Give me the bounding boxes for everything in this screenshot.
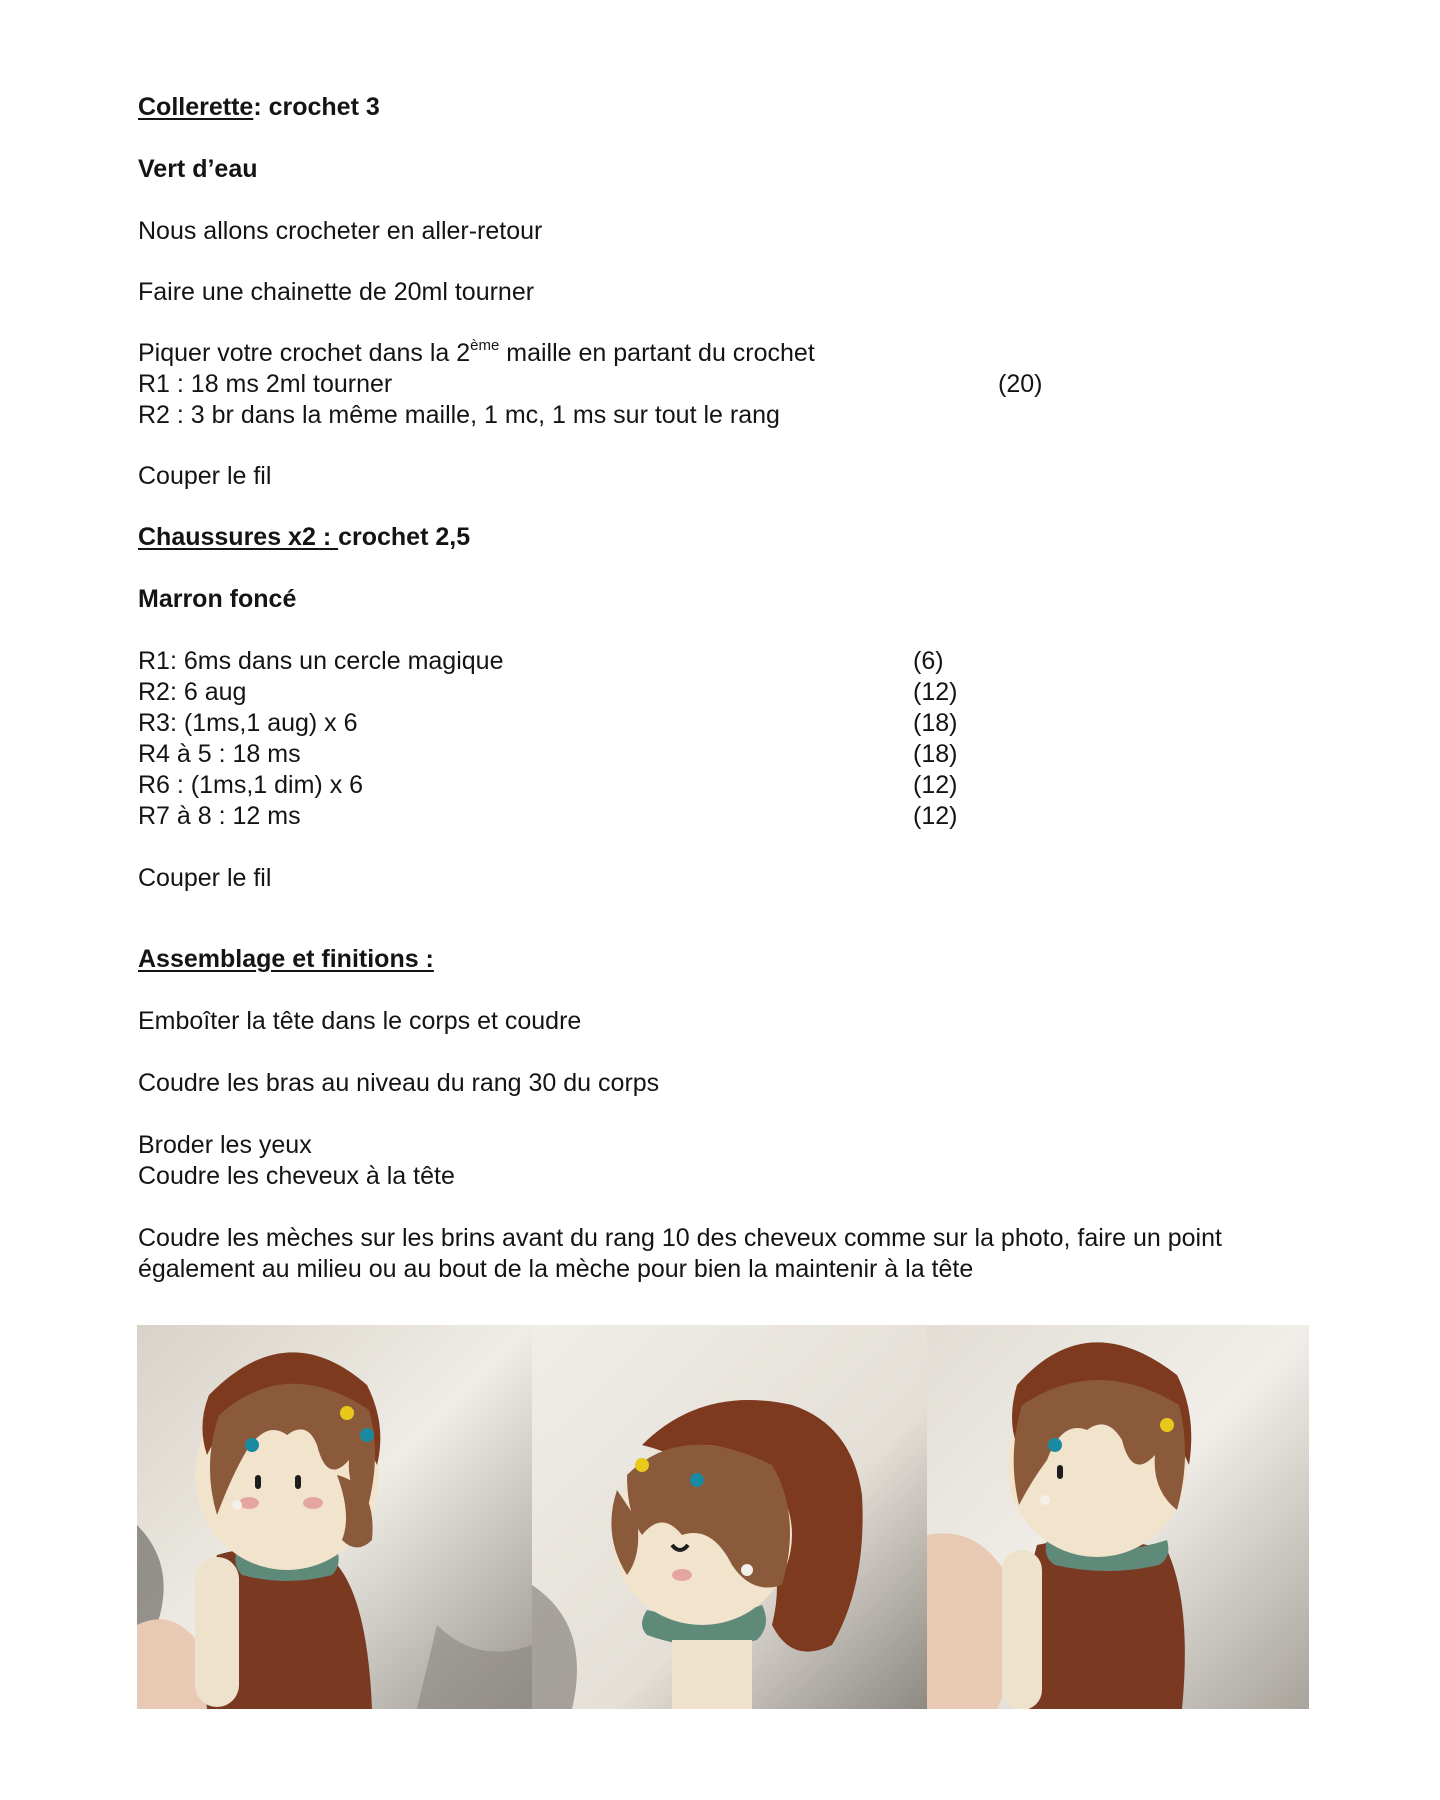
instruction: Nous allons crocheter en aller-retour [138, 217, 543, 245]
row-text: R3: (1ms,1 aug) x 6 [138, 709, 358, 737]
instruction: Faire une chainette de 20ml tourner [138, 278, 535, 306]
instruction: Couper le fil [138, 864, 272, 892]
instruction: Emboîter la tête dans le corps et coudre [138, 1007, 582, 1035]
row-text: R7 à 8 : 12 ms [138, 802, 301, 830]
instruction-part: maille en partant du crochet [499, 339, 815, 367]
pattern-page [138, 92, 1318, 1285]
section-title: Collerette [138, 93, 254, 121]
pattern-row [138, 677, 1318, 708]
yarn-color: Vert d’eau [138, 155, 258, 183]
section-title-rest: crochet 2,5 [338, 523, 471, 551]
stitch-count: (18) [913, 709, 958, 737]
doll-photo-front [137, 1325, 532, 1709]
instruction: Couper le fil [138, 462, 272, 490]
stitch-count: (12) [913, 678, 958, 706]
stitch-count: (12) [913, 771, 958, 799]
instruction: Coudre les cheveux à la tête [138, 1162, 455, 1190]
row-text: R4 à 5 : 18 ms [138, 740, 301, 768]
yarn-color: Marron foncé [138, 585, 297, 613]
section-heading-chaussures [138, 522, 1318, 553]
stitch-count: (6) [913, 647, 944, 675]
section-title: Assemblage et finitions : [138, 945, 434, 973]
section-title-rest: : crochet 3 [253, 93, 380, 121]
row-text: R2: 6 aug [138, 678, 247, 706]
pattern-row [138, 801, 1318, 832]
stitch-count: (20) [998, 370, 1043, 398]
doll-photo-back [927, 1325, 1309, 1709]
superscript: ème [470, 336, 500, 354]
instruction: Coudre les bras au niveau du rang 30 du corps [138, 1069, 660, 1097]
pattern-row [138, 770, 1318, 801]
section-heading-collerette [138, 92, 1318, 123]
instruction: également au milieu ou au bout de la mèche pour bien la maintenir à la tête [138, 1255, 974, 1283]
instruction: Broder les yeux [138, 1131, 312, 1159]
doll-photo-side [532, 1325, 927, 1709]
pattern-row [138, 708, 1318, 739]
doll-photos [137, 1325, 1309, 1709]
pattern-row [138, 739, 1318, 770]
row-text: R1 : 18 ms 2ml tourner [138, 370, 393, 398]
row-text: R1: 6ms dans un cercle magique [138, 647, 504, 675]
pattern-row [138, 400, 1318, 431]
section-title: Chaussures x2 : [138, 523, 339, 551]
row-text: R6 : (1ms,1 dim) x 6 [138, 771, 364, 799]
stitch-count: (18) [913, 740, 958, 768]
pattern-row [138, 369, 1318, 400]
instruction-part: Piquer votre crochet dans la 2 [138, 339, 471, 367]
instruction: Coudre les mèches sur les brins avant du rang 10 des cheveux comme sur la photo, faire un point [138, 1224, 1222, 1252]
instruction [138, 338, 1318, 369]
section-heading-assemblage [138, 944, 1318, 975]
pattern-row [138, 646, 1318, 677]
row-text: R2 : 3 br dans la même maille, 1 mc, 1 ms sur tout le rang [138, 401, 780, 429]
stitch-count: (12) [913, 802, 958, 830]
